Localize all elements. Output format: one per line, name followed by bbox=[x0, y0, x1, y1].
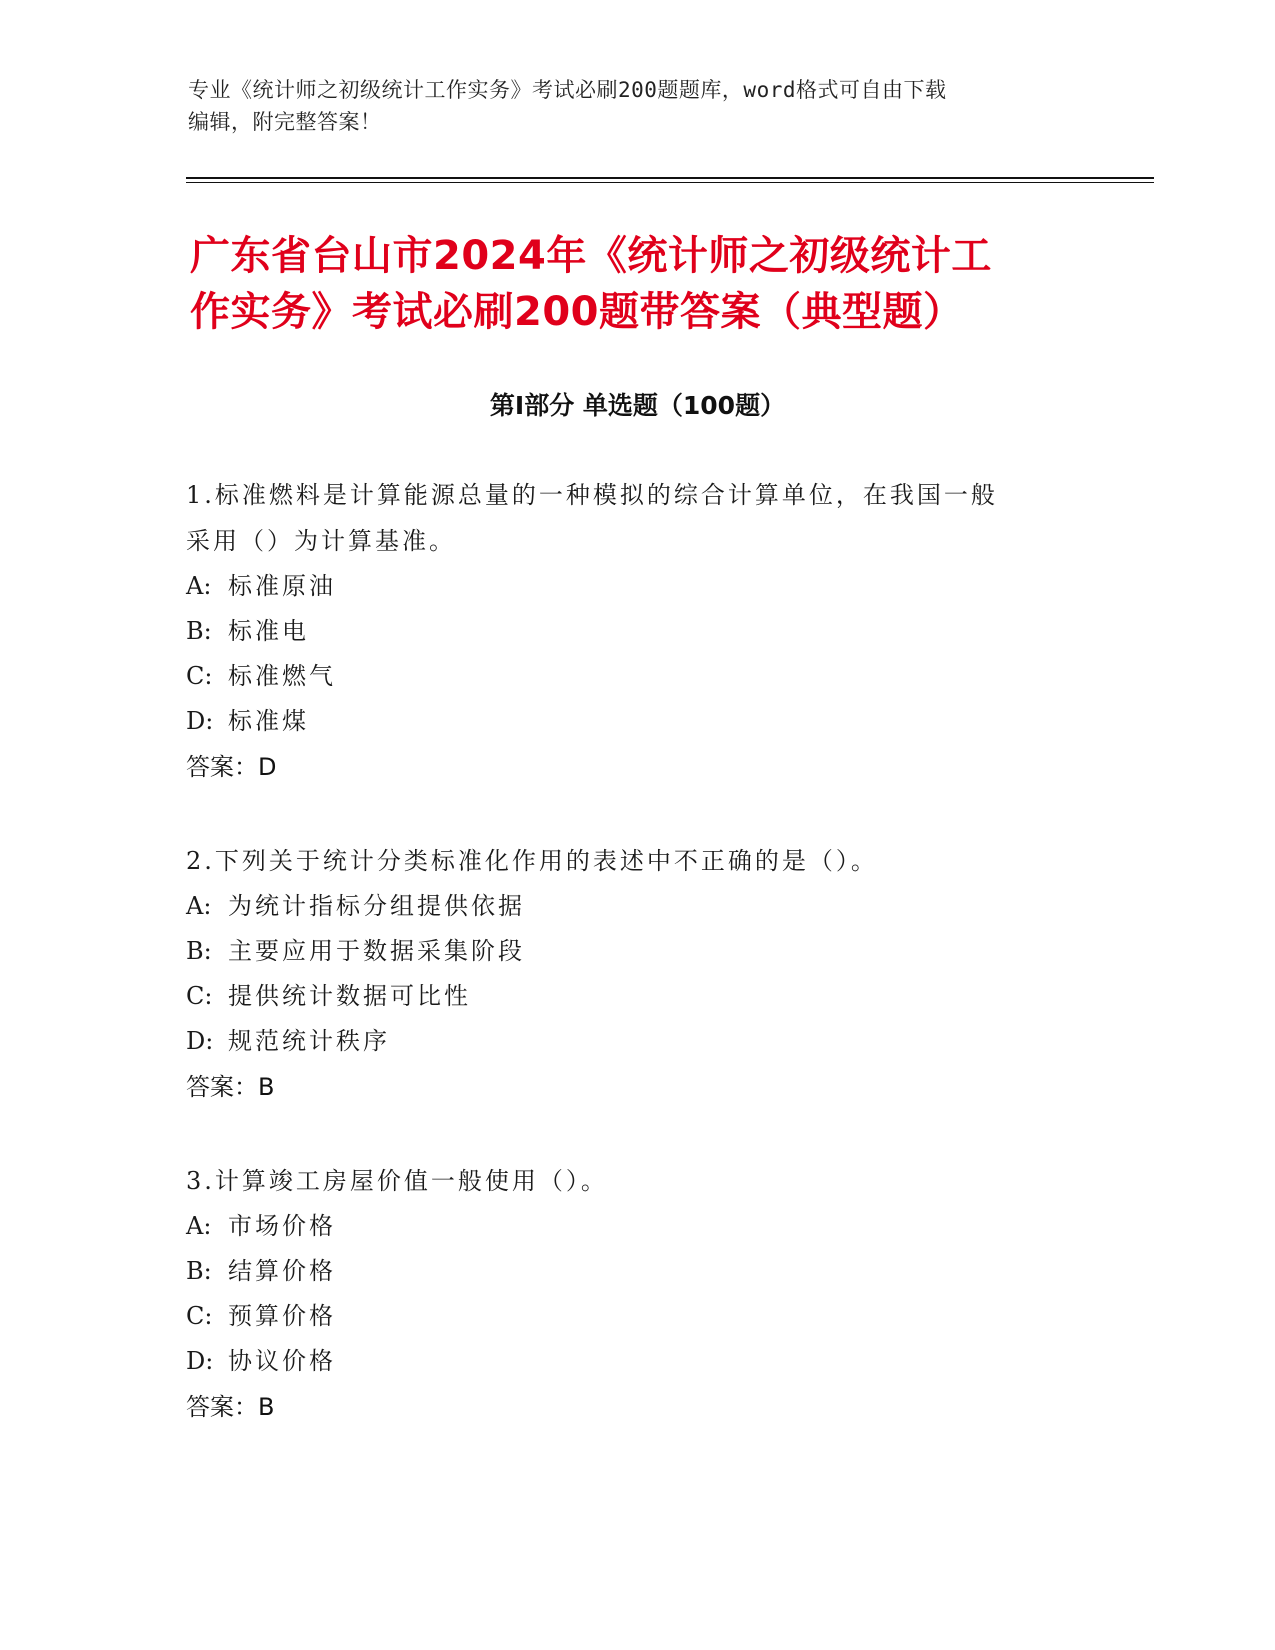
option-text: 协议价格 bbox=[228, 1347, 336, 1375]
header-divider-thin bbox=[186, 182, 1154, 183]
option-d bbox=[186, 699, 1086, 744]
answer: 答案：B bbox=[186, 1073, 275, 1101]
option-a bbox=[186, 1204, 1086, 1249]
option-key: D: bbox=[186, 1027, 214, 1055]
document-title-line1: 广东省台山市2024年《统计师之初级统计工 bbox=[190, 233, 992, 279]
option-key: A: bbox=[186, 892, 212, 920]
option-text: 标准煤 bbox=[228, 707, 309, 735]
option-text: 预算价格 bbox=[228, 1302, 336, 1330]
option-c bbox=[186, 654, 1086, 699]
option-a bbox=[186, 884, 1086, 929]
option-key: B: bbox=[186, 617, 212, 645]
option-d bbox=[186, 1019, 1086, 1064]
header-divider-thick bbox=[186, 177, 1154, 179]
option-c bbox=[186, 974, 1086, 1019]
option-text: 结算价格 bbox=[228, 1257, 336, 1285]
question-list bbox=[186, 472, 1086, 1478]
option-key: B: bbox=[186, 1257, 212, 1285]
option-d bbox=[186, 1339, 1086, 1384]
option-key: A: bbox=[186, 572, 212, 600]
option-key: C: bbox=[186, 662, 213, 690]
option-text: 规范统计秩序 bbox=[228, 1027, 390, 1055]
question-stem-continued: 采用（）为计算基准。 bbox=[186, 527, 456, 555]
option-b bbox=[186, 609, 1086, 654]
question-stem: 3.计算竣工房屋价值一般使用（）。 bbox=[186, 1167, 608, 1195]
section-heading: 第Ⅰ部分 单选题（100题） bbox=[489, 391, 786, 420]
option-text: 标准电 bbox=[228, 617, 309, 645]
option-text: 提供统计数据可比性 bbox=[228, 982, 471, 1010]
option-key: C: bbox=[186, 982, 213, 1010]
answer: 答案：D bbox=[186, 753, 277, 781]
option-key: B: bbox=[186, 937, 212, 965]
option-b bbox=[186, 929, 1086, 974]
option-b bbox=[186, 1249, 1086, 1294]
document-title bbox=[190, 228, 1110, 340]
document-title-line2: 作实务》考试必刷200题带答案（典型题） bbox=[190, 289, 964, 335]
option-key: D: bbox=[186, 707, 214, 735]
option-key: D: bbox=[186, 1347, 214, 1375]
answer: 答案：B bbox=[186, 1393, 275, 1421]
option-text: 标准燃气 bbox=[228, 662, 336, 690]
header-note bbox=[188, 74, 1088, 138]
option-text: 为统计指标分组提供依据 bbox=[228, 892, 525, 920]
question-2 bbox=[186, 838, 1086, 1110]
option-text: 市场价格 bbox=[228, 1212, 336, 1240]
option-text: 标准原油 bbox=[228, 572, 336, 600]
header-note-line2: 编辑，附完整答案！ bbox=[188, 110, 382, 134]
question-stem: 2.下列关于统计分类标准化作用的表述中不正确的是（）。 bbox=[186, 847, 878, 875]
option-a bbox=[186, 564, 1086, 609]
question-3 bbox=[186, 1158, 1086, 1430]
header-note-line1: 专业《统计师之初级统计工作实务》考试必刷200题题库，word格式可自由下载 bbox=[188, 78, 947, 102]
option-key: C: bbox=[186, 1302, 213, 1330]
option-key: A: bbox=[186, 1212, 212, 1240]
option-c bbox=[186, 1294, 1086, 1339]
question-1 bbox=[186, 472, 1086, 790]
question-stem: 1.标准燃料是计算能源总量的一种模拟的综合计算单位，在我国一般 bbox=[186, 481, 998, 509]
option-text: 主要应用于数据采集阶段 bbox=[228, 937, 525, 965]
